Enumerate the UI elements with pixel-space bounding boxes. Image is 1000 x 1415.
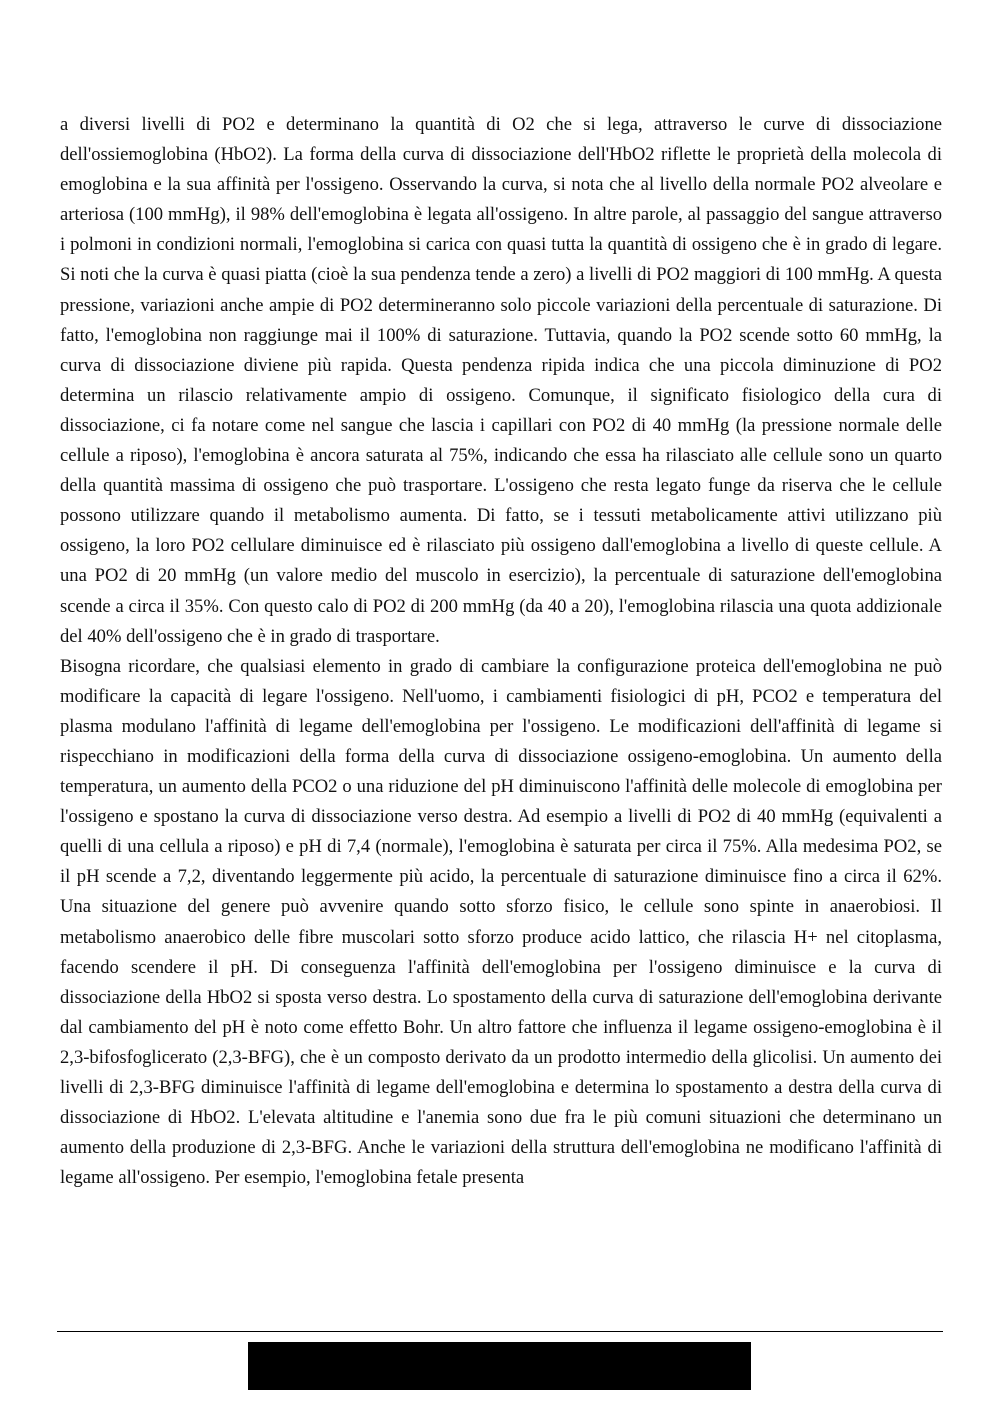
footer-redaction-block <box>248 1342 751 1390</box>
document-body <box>60 110 942 1193</box>
paragraph-hemoglobin-affinity-factors: Bisogna ricordare, che qualsiasi elemento in grado di cambiare la configurazione proteica dell'emoglobina ne può modificare la capacità di legare l'ossigeno. Nell'uomo, i cambiamenti fisiologici di pH, PCO2 e temperatura del plasma modulano l'affinità di legame dell'emoglobina per l'ossigeno. Le modificazioni dell'affinità di legame si rispecchiano in modificazioni della forma della curva di dissociazione ossigeno-emoglobina. Un aumento della temperatura, un aumento della PCO2 o una riduzione del pH diminuiscono l'affinità delle molecole di emoglobina per l'ossigeno e spostano la curva di dissociazione verso destra. Ad esempio a livelli di PO2 di 40 mmHg (equivalenti a quelli di una cellula a riposo) e pH di 7,4 (normale), l'emoglobina è saturata per circa il 75%. Alla medesima PO2, se il pH scende a 7,2, diventando leggermente più acido, la percentuale di saturazione diminuisce fino a circa il 62%. Una situazione del genere può avvenire quando sotto sforzo fisico, le cellule sono spinte in anaerobiosi. Il metabolismo anaerobico delle fibre muscolari sotto sforzo produce acido lattico, che rilascia H+ nel citoplasma, facendo scendere il pH. Di conseguenza l'affinità dell'emoglobina per l'ossigeno diminuisce e la curva di dissociazione della HbO2 si sposta verso destra. Lo spostamento della curva di saturazione dell'emoglobina derivante dal cambiamento del pH è noto come effetto Bohr. Un altro fattore che influenza il legame ossigeno-emoglobina è il 2,3-bifosfoglicerato (2,3-BFG), che è un composto derivato da un prodotto intermedio della glicolisi. Un aumento dei livelli di 2,3-BFG diminuisce l'affinità di legame dell'emoglobina e determina lo spostamento a destra della curva di dissociazione di HbO2. L'elevata altitudine e l'anemia sono due fra le più comuni situazioni che determinano un aumento della produzione di 2,3-BFG. Anche le variazioni della struttura dell'emoglobina ne modificano l'affinità di legame all'ossigeno. Per esempio, l'emoglobina fetale presenta <box>60 655 942 1189</box>
paragraph-oxygen-dissociation-curve: a diversi livelli di PO2 e determinano la quantità di O2 che si lega, attraverso le curve di dissociazione dell'ossiemoglobina (HbO2). La forma della curva di dissociazione dell'HbO2 riflette le proprietà della molecola di emoglobina e la sua affinità per l'ossigeno. Osservando la curva, si nota che al livello della normale PO2 alveolare e arteriosa (100 mmHg), il 98% dell'emoglobina è legata all'ossigeno. In altre parole, al passaggio del sangue attraverso i polmoni in condizioni normali, l'emoglobina si carica con quasi tutta la quantità di ossigeno che è in grado di legare. Si noti che la curva è quasi piatta (cioè la sua pendenza tende a zero) a livelli di PO2 maggiori di 100 mmHg. A questa pressione, variazioni anche ampie di PO2 determineranno solo piccole variazioni della percentuale di saturazione. Di fatto, l'emoglobina non raggiunge mai il 100% di saturazione. Tuttavia, quando la PO2 scende sotto 60 mmHg, la curva di dissociazione diviene più rapida. Questa pendenza ripida indica che una piccola diminuzione di PO2 determina un rilascio relativamente ampio di ossigeno. Comunque, il significato fisiologico della cura di dissociazione, ci fa notare come nel sangue che lascia i capillari con PO2 di 40 mmHg (la pressione normale delle cellule a riposo), l'emoglobina è ancora saturata al 75%, indicando che essa ha rilasciato alle cellule sono un quarto della quantità massima di ossigeno che può trasportare. L'ossigeno che resta legato funge da riserva che le cellule possono utilizzare quando il metabolismo aumenta. Di fatto, se i tessuti metabolicamente attivi utilizzano più ossigeno, la loro PO2 cellulare diminuisce ed è rilasciato più ossigeno dall'emoglobina a livello di queste cellule. A una PO2 di 20 mmHg (un valore medio del muscolo in esercizio), la percentuale di saturazione dell'emoglobina scende a circa il 35%. Con questo calo di PO2 di 200 mmHg (da 40 a 20), l'emoglobina rilascia una quota addizionale del 40% dell'ossigeno che è in grado di trasportare. <box>60 114 942 647</box>
footer-divider <box>57 1331 943 1332</box>
